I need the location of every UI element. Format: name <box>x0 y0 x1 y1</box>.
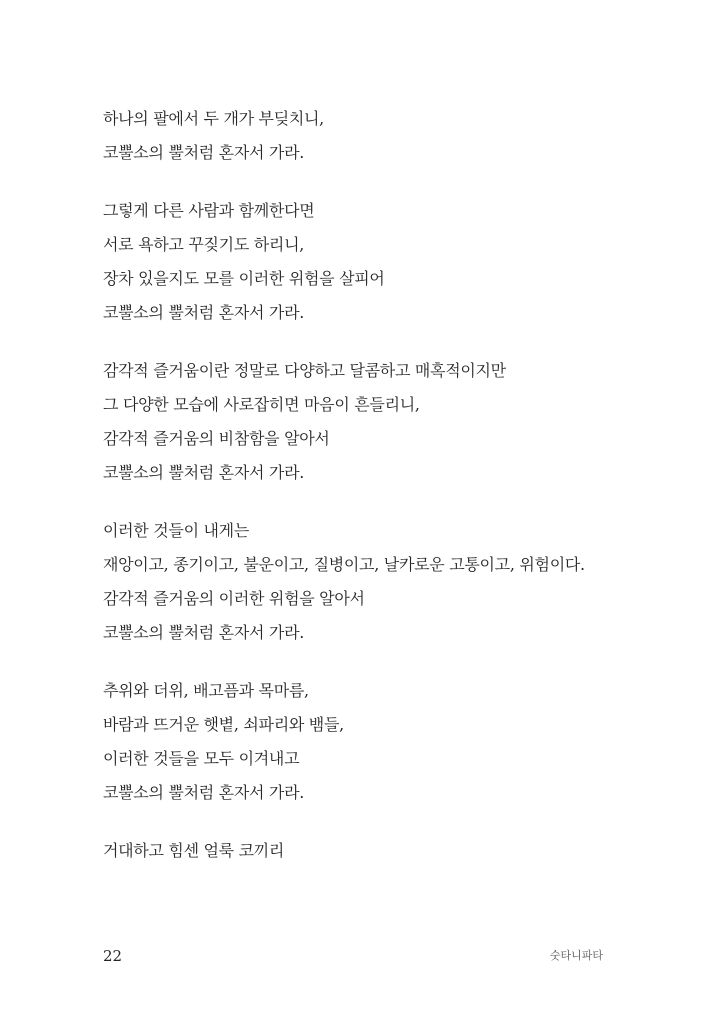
poem-line: 하나의 팔에서 두 개가 부딪치니, <box>103 109 324 128</box>
poem-line-refrain: 코뿔소의 뿔처럼 혼자서 가라. <box>103 623 305 642</box>
stanza-2 <box>103 194 663 330</box>
poem-line: 이러한 것들이 내게는 <box>103 521 249 540</box>
poem-line-refrain: 코뿔소의 뿔처럼 혼자서 가라. <box>103 143 305 162</box>
poem-line: 거대하고 힘센 얼룩 코끼리 <box>103 841 285 860</box>
stanza-6 <box>103 834 663 868</box>
poem-line: 바람과 뜨거운 햇볕, 쇠파리와 뱀들, <box>103 715 344 734</box>
poem-line: 그 다양한 모습에 사로잡히면 마음이 흔들리니, <box>103 395 420 414</box>
running-title: 숫타니파타 <box>549 949 603 962</box>
poem-line: 이러한 것들을 모두 이겨내고 <box>103 749 300 768</box>
stanza-4 <box>103 514 663 650</box>
poem-line: 감각적 즐거움이란 정말로 다양하고 달콤하고 매혹적이지만 <box>103 361 506 380</box>
poem-line: 추위와 더위, 배고픔과 목마름, <box>103 681 309 700</box>
poem-line: 그렇게 다른 사람과 함께한다면 <box>103 201 315 220</box>
page-number: 22 <box>103 947 123 965</box>
page-footer <box>103 944 603 968</box>
poem-line: 감각적 즐거움의 이러한 위험을 알아서 <box>103 589 365 608</box>
poem-line: 감각적 즐거움의 비참함을 알아서 <box>103 429 330 448</box>
poem-line-refrain: 코뿔소의 뿔처럼 혼자서 가라. <box>103 463 305 482</box>
stanza-1 <box>103 102 663 170</box>
stanza-5 <box>103 674 663 810</box>
stanza-3 <box>103 354 663 490</box>
poem-body <box>103 102 663 868</box>
poem-line: 장차 있을지도 모를 이러한 위험을 살피어 <box>103 269 385 288</box>
poem-line-refrain: 코뿔소의 뿔처럼 혼자서 가라. <box>103 303 305 322</box>
poem-line: 서로 욕하고 꾸짖기도 하리니, <box>103 235 305 254</box>
poem-line: 재앙이고, 종기이고, 불운이고, 질병이고, 날카로운 고통이고, 위험이다. <box>103 555 585 574</box>
poem-line-refrain: 코뿔소의 뿔처럼 혼자서 가라. <box>103 783 305 802</box>
